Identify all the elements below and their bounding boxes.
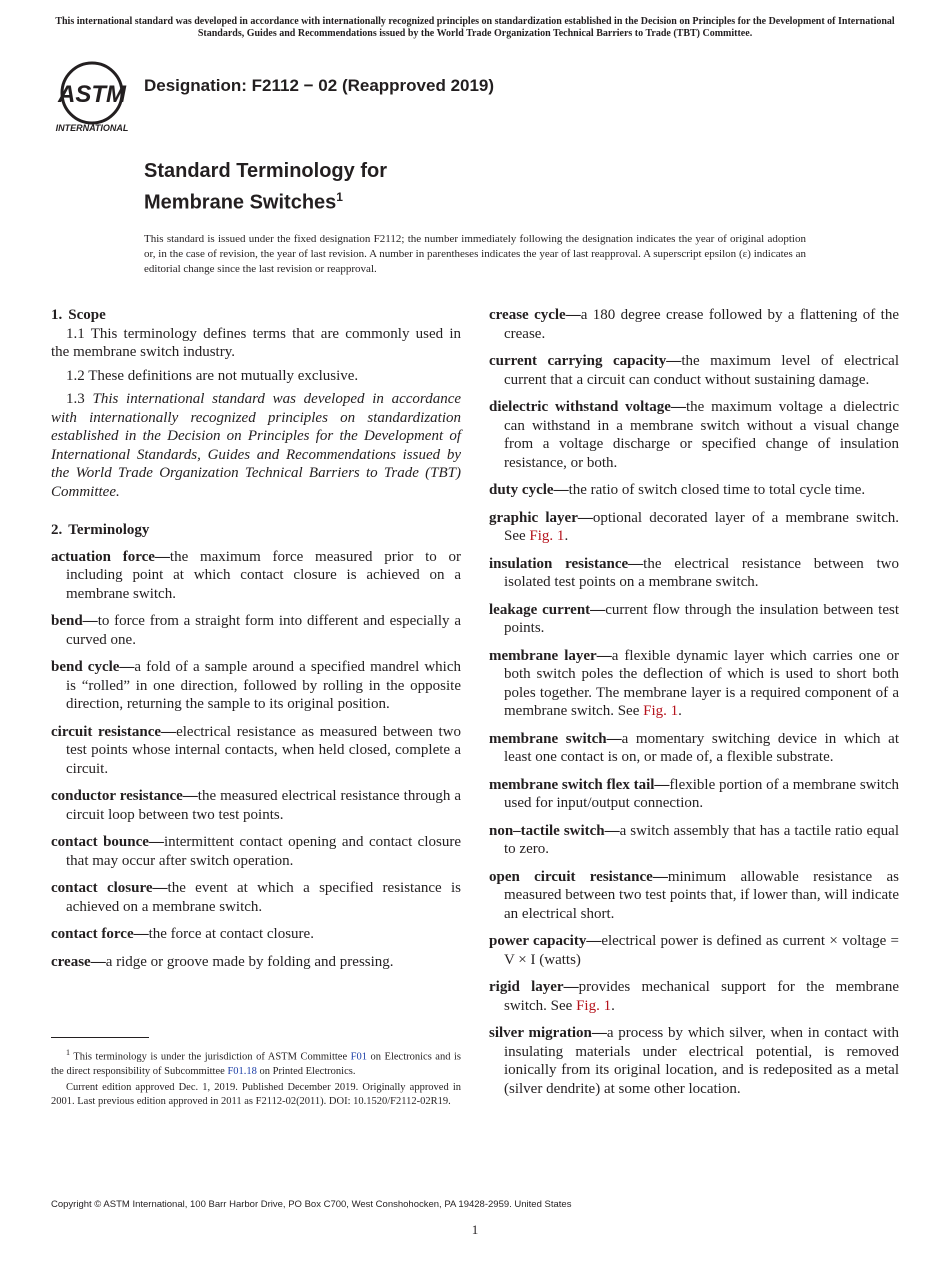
- term-entry: [489, 352, 899, 389]
- term-entry: [489, 306, 899, 343]
- astm-logo: [52, 60, 136, 134]
- term-entry: [489, 647, 899, 721]
- right-column: [489, 306, 899, 1107]
- title-line-2: Membrane Switches: [144, 191, 337, 214]
- title-footnote-mark: 1: [336, 190, 343, 204]
- term-name: crease—: [51, 953, 106, 970]
- term-definition: the measured electrical resistance through a circuit loop between two test points.: [66, 788, 462, 823]
- svg-text:ASTM: ASTM: [58, 81, 126, 108]
- committee-link[interactable]: F01: [350, 1051, 367, 1063]
- term-entry: [51, 787, 461, 824]
- subcommittee-link[interactable]: F01.18: [227, 1065, 257, 1077]
- term-entry: [489, 555, 899, 592]
- term-name: rigid layer—: [489, 979, 579, 995]
- term-name: insulation resistance—: [489, 555, 644, 572]
- scope-para-2: 1.2 These definitions are not mutually exclusive.: [66, 367, 359, 384]
- term-definition: intermittent contact opening and contact closure that may occur after switch operation.: [66, 834, 461, 869]
- term-entry: [489, 398, 899, 472]
- term-name: membrane switch flex tail—: [489, 776, 670, 793]
- term-name: contact closure—: [51, 880, 168, 896]
- figure-link[interactable]: Fig. 1: [529, 528, 565, 544]
- term-entry: [489, 509, 899, 546]
- term-name: bend—: [51, 613, 98, 629]
- term-definition: minimum allowable resistance as measured between two test points that, if lower than, will indicate an electrical short.: [504, 868, 899, 922]
- term-name: dielectric withstand voltage—: [489, 399, 686, 415]
- term-name: conductor resistance—: [51, 788, 198, 804]
- term-definition: a 180 degree crease followed by a flattening of the crease.: [504, 307, 899, 342]
- term-name: membrane layer—: [489, 647, 612, 664]
- figure-link[interactable]: Fig. 1: [643, 703, 679, 719]
- term-definition: electrical resistance as measured between two test points whose internal contacts, when held closed, complete a circuit.: [66, 723, 461, 777]
- term-name: circuit resistance—: [51, 723, 177, 740]
- issuance-note: This standard is issued under the fixed designation F2112; the number immediately following the designation indicates the year of original adoption or, in the case of revision, the year of last revision. A number in parentheses indicates the year of last reapproval. A superscript epsilon (ε) indicates an editorial change since the last revision or reapproval.: [144, 233, 806, 275]
- term-definition: optional decorated layer of a membrane switch. See: [504, 509, 899, 544]
- term-definition: to force from a straight form into different and especially a curved one.: [66, 613, 461, 648]
- term-definition: provides mechanical support for the membrane switch. See: [504, 979, 899, 1014]
- term-definition: the maximum voltage a dielectric can withstand in a membrane switch without a visual change from a voltage discharge or specified change of insulation resistance, or both.: [504, 399, 899, 471]
- footnotes: [51, 1046, 461, 1111]
- term-entry: [51, 879, 461, 916]
- term-name: non–tactile switch—: [489, 822, 620, 839]
- edition-note: Current edition approved Dec. 1, 2019. Published December 2019. Originally approved in 2001. Last previous edition approved in 2011 as F2112-02(2011). DOI: 10.1520/F2112-02R19.: [51, 1081, 461, 1107]
- term-definition: flexible portion of a membrane switch used for input/output connection.: [504, 776, 899, 811]
- term-definition: current flow through the insulation between test points.: [504, 601, 899, 636]
- term-definition: electrical power is defined as current × voltage = V × I (watts): [504, 933, 899, 968]
- term-entry: [51, 612, 461, 649]
- term-definition: the maximum level of electrical current that a circuit can conduct without sustaining damage.: [504, 353, 899, 388]
- term-definition: a switch assembly that has a tactile ratio equal to zero.: [504, 822, 899, 857]
- term-name: graphic layer—: [489, 509, 593, 526]
- term-name: contact bounce—: [51, 834, 164, 850]
- term-entry: [51, 548, 461, 604]
- section-heading-scope: 1. Scope: [51, 307, 106, 323]
- term-entry: [489, 776, 899, 813]
- term-name: membrane switch—: [489, 730, 622, 747]
- term-entry: [489, 601, 899, 638]
- copyright: Copyright © ASTM International, 100 Barr Harbor Drive, PO Box C700, West Conshohocken, PA 19428-2959. United States: [51, 1199, 572, 1210]
- term-name: current carrying capacity—: [489, 353, 682, 369]
- term-entry: [51, 723, 461, 779]
- term-name: power capacity—: [489, 933, 602, 949]
- term-name: contact force—: [51, 926, 149, 942]
- term-name: open circuit resistance—: [489, 868, 668, 885]
- scope-para-1: 1.1 This terminology defines terms that are commonly used in the membrane switch industry.: [51, 325, 461, 360]
- designation: Designation: F2112 − 02 (Reapproved 2019): [144, 76, 495, 95]
- term-entry: [51, 658, 461, 714]
- term-name: duty cycle—: [489, 482, 569, 498]
- figure-link[interactable]: Fig. 1: [576, 997, 612, 1014]
- term-definition: the electrical resistance between two isolated test points on a membrane switch.: [504, 555, 900, 590]
- term-entry: [489, 868, 899, 924]
- term-name: crease cycle—: [489, 307, 581, 323]
- title-line-1: Standard Terminology for: [144, 160, 387, 182]
- term-entry: [489, 481, 899, 500]
- term-definition: a ridge or groove made by folding and pressing.: [105, 953, 394, 970]
- wto-notice: This international standard was developed in accordance with internationally recognized principles on standardization established in the Decision on Principles for the Development of International Standards, Guides and Recommendations issued by the World Trade Organization Technical Barriers to Trade (TBT) Committee.: [55, 16, 895, 39]
- term-entry: [51, 925, 461, 944]
- footnote-1: $^1$ This terminology is under the jurisdiction of ASTM Committee F01 on Electronics and is the direct responsibility of Subcommittee F01.18 on Printed Electronics.: [51, 1048, 462, 1077]
- footnote-rule: [51, 1037, 149, 1038]
- term-name: bend cycle—: [51, 659, 135, 675]
- term-entry: [51, 953, 461, 972]
- term-name: leakage current—: [489, 601, 606, 618]
- term-entry: [489, 730, 899, 767]
- term-entry: [489, 978, 899, 1015]
- term-definition: the event at which a specified resistance is achieved on a membrane switch.: [66, 880, 462, 915]
- term-definition: a flexible dynamic layer which carries one or both switch poles the deflection of which is used to short both poles together. The membrane layer is a required component of a membrane switch. See: [504, 647, 899, 719]
- term-definition: the ratio of switch closed time to total cycle time.: [568, 482, 866, 498]
- term-tail: .: [611, 997, 615, 1014]
- term-entry: [51, 833, 461, 870]
- document-title: [144, 158, 387, 216]
- term-tail: .: [564, 528, 569, 544]
- page-number: 1: [471, 1222, 479, 1237]
- left-column: [51, 306, 461, 980]
- term-tail: .: [678, 703, 682, 719]
- term-entry: [489, 822, 899, 859]
- scope-para-3: 1.3 This international standard was developed in accordance with internationally recognized principles on standardization established in the Decision on Principles for the Development of International Standards, Guides and Recommendations issued by the World Trade Organization Technical Barriers to Trade (TBT) Committee.: [51, 391, 462, 500]
- term-entry: [489, 932, 899, 969]
- term-name: silver migration—: [489, 1025, 607, 1041]
- term-definition: a process by which silver, when in contact with insulating materials under electrical potential, is removed ionically from its original location, and is redeposited as a metal (silver dendrite) at some other location.: [504, 1025, 899, 1097]
- term-name: actuation force—: [51, 548, 170, 565]
- term-definition: a momentary switching device in which at least one contact is on, or made of, a flexible substrate.: [504, 730, 900, 765]
- terms-right-list: [489, 306, 899, 1098]
- term-definition: a fold of a sample around a specified mandrel which is “rolled” in one direction, followed by rolling in the opposite direction, returning the sample to its original position.: [66, 659, 461, 712]
- svg-text:INTERNATIONAL: INTERNATIONAL: [55, 123, 129, 133]
- term-definition: the maximum force measured prior to or including point at which contact closure is achieved on a membrane switch.: [66, 548, 461, 602]
- term-entry: [489, 1024, 899, 1098]
- terms-left-list: [51, 548, 461, 972]
- term-definition: the force at contact closure.: [148, 926, 314, 942]
- section-heading-terminology: 2. Terminology: [51, 522, 150, 538]
